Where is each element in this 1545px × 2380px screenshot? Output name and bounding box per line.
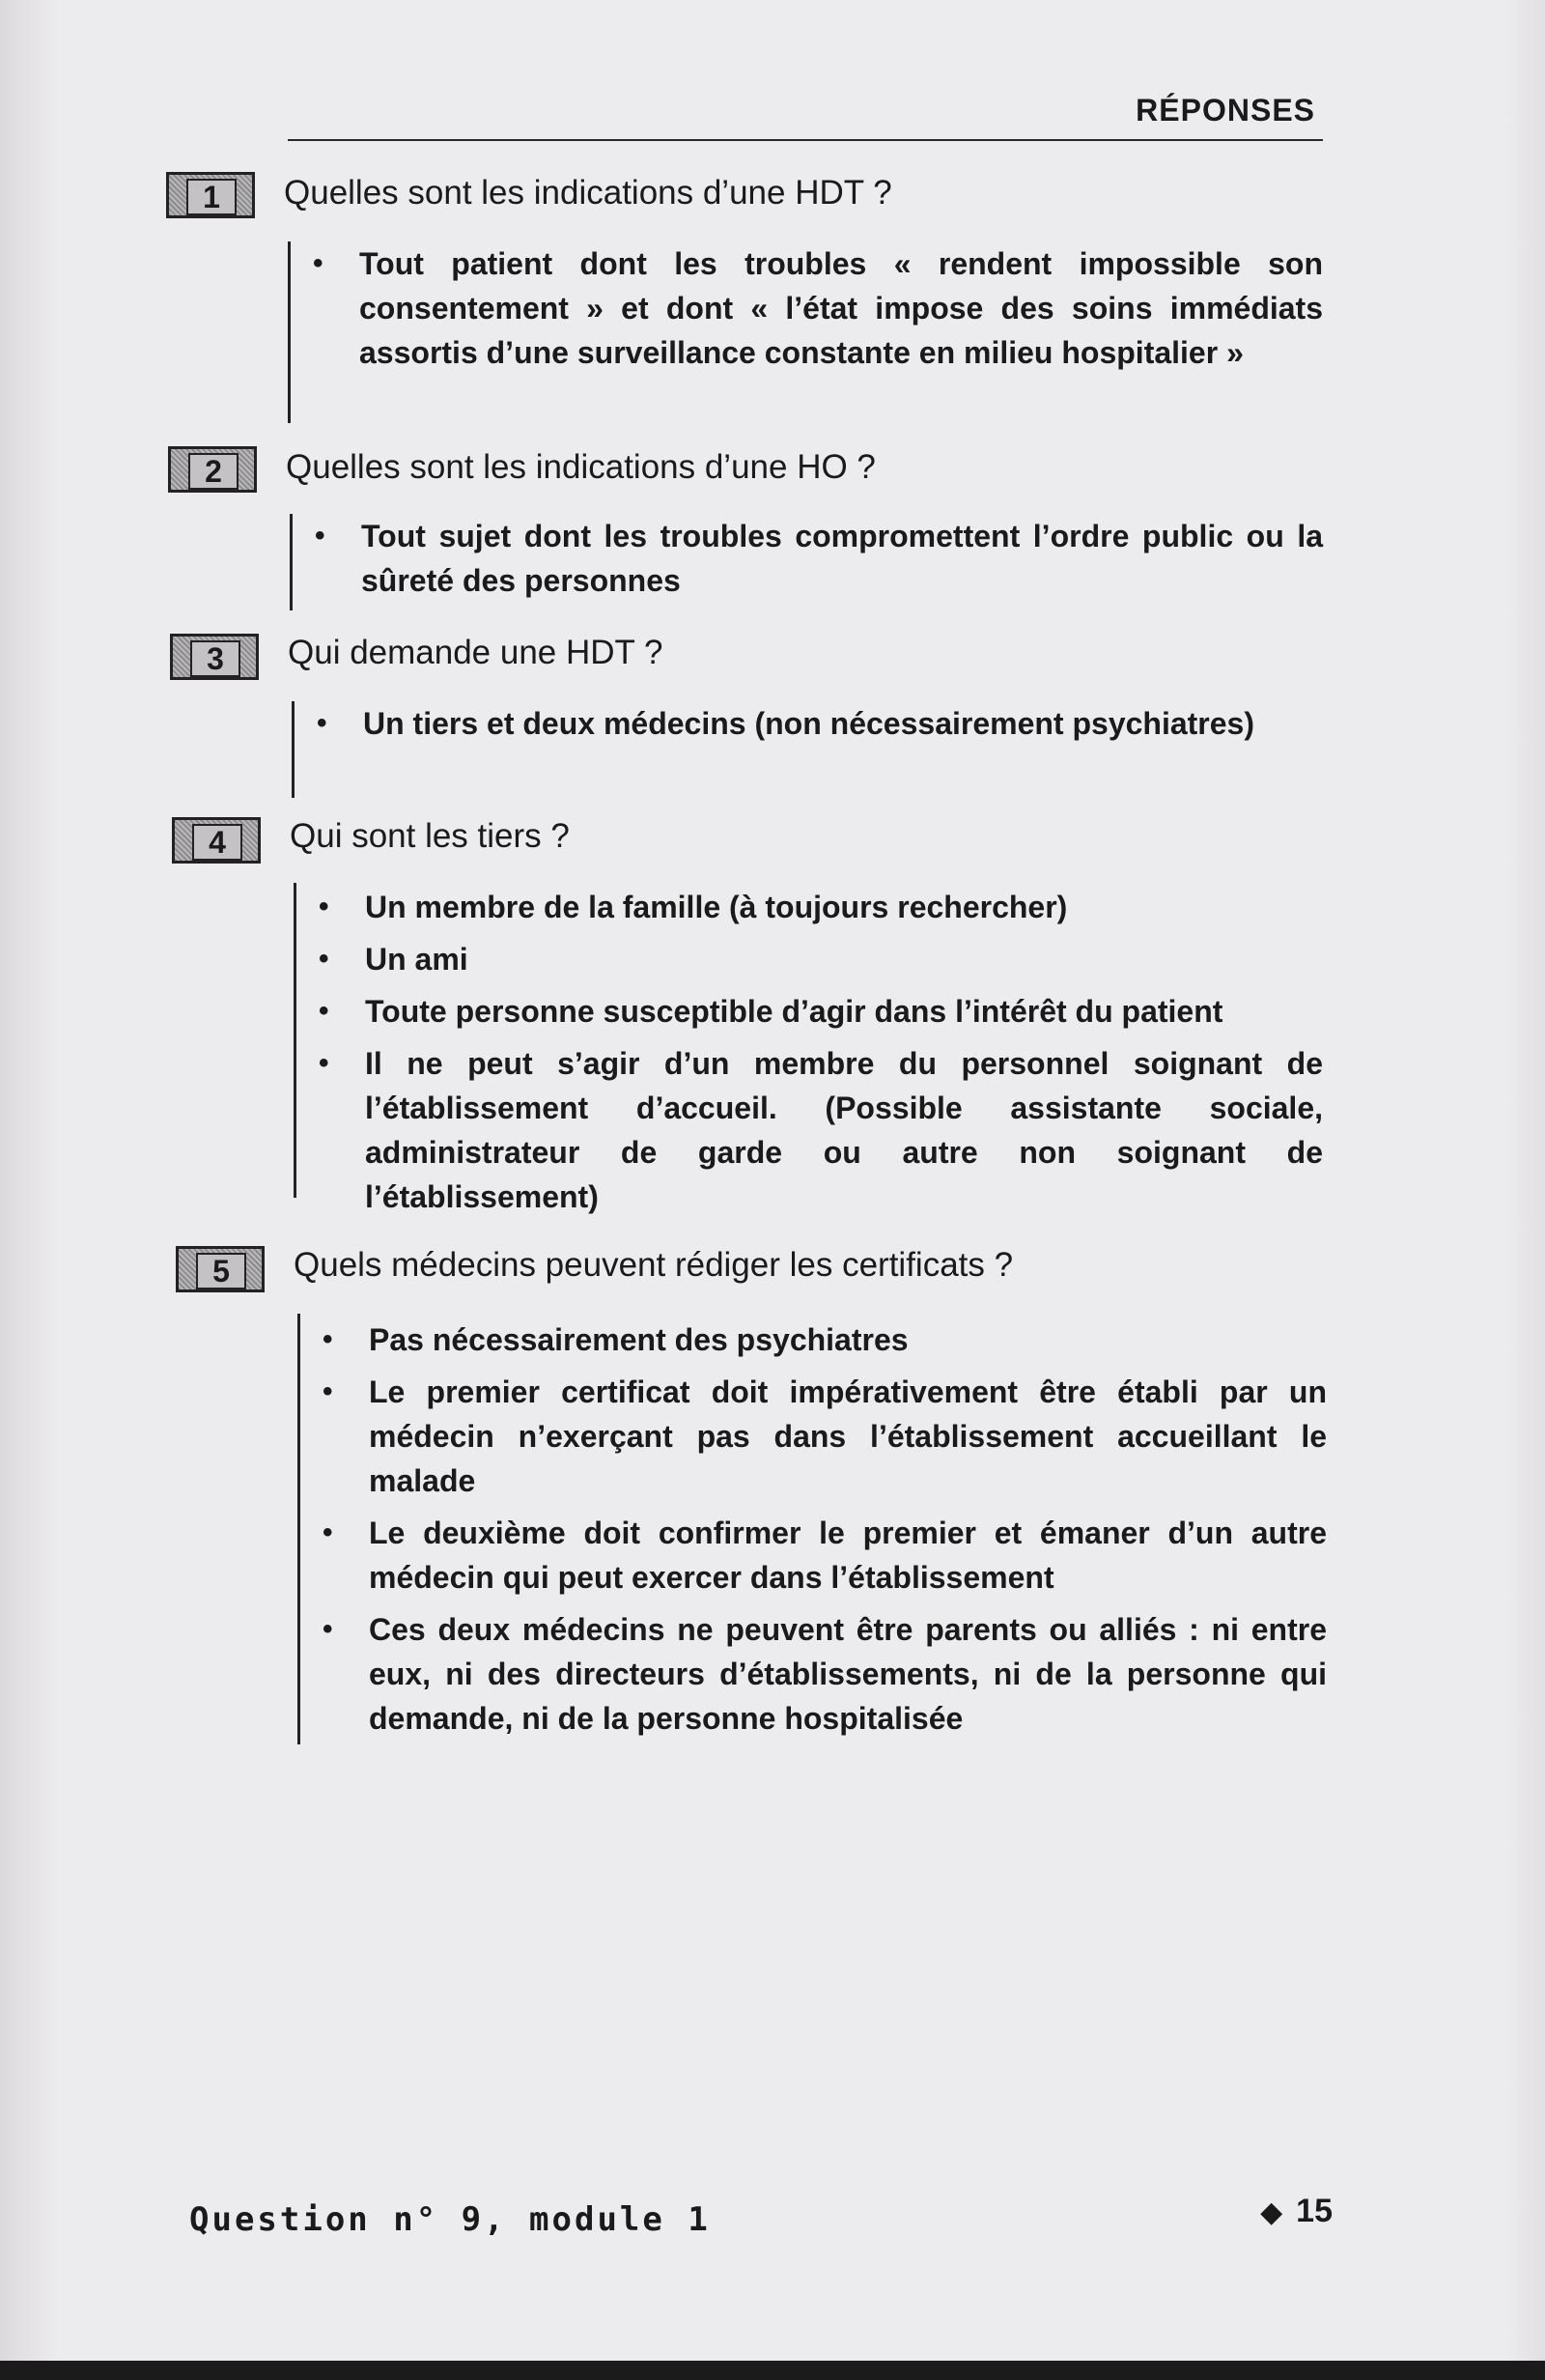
answer-list — [305, 701, 1323, 753]
answer-item: • Tout sujet dont les troubles compromettent l’ordre public ou la sûreté des personnes — [303, 514, 1323, 603]
scan-edge — [0, 2361, 1545, 2380]
answer-list — [307, 885, 1323, 1227]
question-number: 2 — [188, 453, 239, 490]
footer-module-label: Question n° 9, module 1 — [189, 2200, 711, 2239]
question-number: 3 — [190, 640, 240, 677]
section-title: RÉPONSES — [1136, 93, 1315, 128]
answer-item: • Ces deux médecins ne peuvent être parents ou alliés : ni entre eux, ni des directeurs d’établissements, ni de la personne qui demande, ni de la personne hospitalisée — [311, 1607, 1327, 1741]
answer-bar — [288, 241, 291, 423]
question-text: Quelles sont les indications d’une HDT ? — [284, 174, 892, 212]
diamond-icon: ◆ — [1260, 2196, 1283, 2228]
question-number: 1 — [186, 179, 237, 215]
question-number-box — [166, 172, 255, 218]
answer-item: • Toute personne susceptible d’agir dans l’intérêt du patient — [307, 989, 1323, 1034]
question-number-box — [170, 634, 259, 680]
answer-list — [301, 241, 1323, 382]
answer-item: • Un ami — [307, 937, 1323, 981]
answer-item: • Un membre de la famille (à toujours rechercher) — [307, 885, 1323, 929]
question-text: Quelles sont les indications d’une HO ? — [286, 448, 876, 486]
question-number-box — [172, 817, 261, 864]
answer-bar — [292, 701, 295, 798]
answer-bar — [297, 1314, 300, 1744]
footer-page — [1260, 2193, 1333, 2230]
page-number: 15 — [1296, 2193, 1333, 2229]
question-number: 5 — [196, 1253, 246, 1289]
question-text: Qui demande une HDT ? — [288, 634, 663, 671]
header-rule — [288, 139, 1323, 141]
question-text: Qui sont les tiers ? — [290, 817, 570, 855]
answer-item: • Le premier certificat doit impérativement être établi par un médecin n’exerçant pas dans l’établissement accueillant le malade — [311, 1370, 1327, 1503]
answer-item: • Il ne peut s’agir d’un membre du personnel soignant de l’établissement d’accueil. (Possible assistante sociale, administrateur de garde ou autre non soignant de l’établissement) — [307, 1041, 1323, 1219]
question-text: Quels médecins peuvent rédiger les certificats ? — [294, 1246, 1014, 1284]
question-number-box — [168, 446, 257, 493]
answer-list — [311, 1318, 1327, 1748]
answer-list — [303, 514, 1323, 610]
answer-item: • Le deuxième doit confirmer le premier et émaner d’un autre médecin qui peut exercer dans l’établissement — [311, 1511, 1327, 1600]
answer-item: • Un tiers et deux médecins (non nécessairement psychiatres) — [305, 701, 1323, 746]
question-number-box — [176, 1246, 265, 1292]
answer-bar — [290, 514, 293, 610]
answer-item: • Tout patient dont les troubles « rendent impossible son consentement » et dont « l’état impose des soins immédiats assortis d’une surveillance constante en milieu hospitalier » — [301, 241, 1323, 375]
question-number: 4 — [192, 824, 242, 861]
answer-item: • Pas nécessairement des psychiatres — [311, 1318, 1327, 1362]
answer-bar — [294, 883, 296, 1198]
